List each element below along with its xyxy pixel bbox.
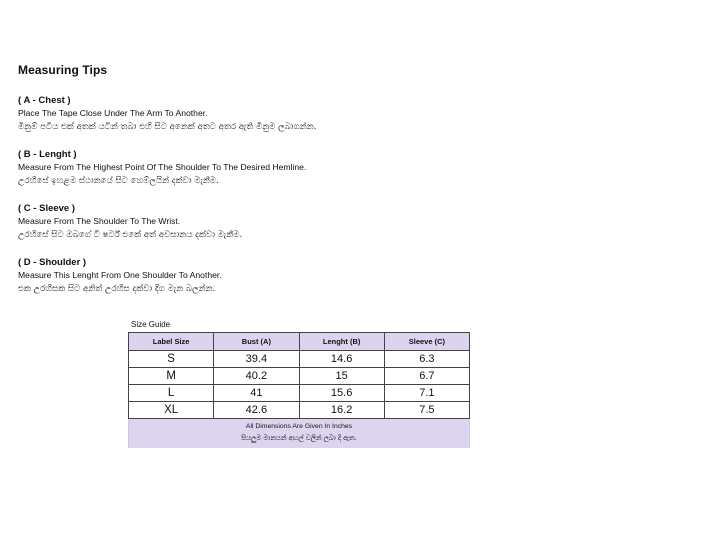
bust-cell: 39.4 bbox=[214, 351, 299, 368]
size-guide-caption: Size Guide bbox=[131, 320, 171, 329]
table-row bbox=[129, 385, 470, 402]
tip-heading: ( A - Chest ) bbox=[18, 95, 71, 106]
size-cell: M bbox=[129, 368, 214, 385]
sleeve-cell: 7.5 bbox=[384, 402, 469, 419]
column-header-label-size: Label Size bbox=[129, 333, 214, 351]
sleeve-cell: 7.1 bbox=[384, 385, 469, 402]
size-cell: XL bbox=[129, 402, 214, 419]
bust-cell: 42.6 bbox=[214, 402, 299, 419]
tip-heading: ( D - Shoulder ) bbox=[18, 257, 87, 268]
tip-english-text: Place The Tape Close Under The Arm To Another. bbox=[18, 108, 208, 118]
column-header-length: Lenght (B) bbox=[299, 333, 384, 351]
tip-heading: ( C - Sleeve ) bbox=[18, 203, 76, 214]
size-cell: L bbox=[129, 385, 214, 402]
footer-english-note: All Dimensions Are Given In Inches bbox=[245, 423, 353, 430]
table-row bbox=[129, 351, 470, 368]
tip-heading: ( B - Lenght ) bbox=[18, 149, 77, 160]
page-title: Measuring Tips bbox=[18, 63, 108, 77]
table-header-row bbox=[129, 333, 470, 351]
tip-shoulder bbox=[18, 256, 618, 296]
tip-chest bbox=[18, 94, 618, 134]
length-cell: 15 bbox=[299, 368, 384, 385]
size-cell: S bbox=[129, 351, 214, 368]
tip-sinhala-text: මිනුම් පටිය එක් අතක් යටින් තබා එහි සිට අනෙක් අතට අතර ඇති මිනුම ලබාගන්න. bbox=[18, 122, 317, 132]
tip-english-text: Measure From The Shoulder To The Wrist. bbox=[18, 216, 181, 226]
table-row bbox=[129, 368, 470, 385]
column-header-sleeve: Sleeve (C) bbox=[384, 333, 469, 351]
tip-length bbox=[18, 148, 618, 188]
length-cell: 16.2 bbox=[299, 402, 384, 419]
table-row bbox=[129, 402, 470, 419]
sleeve-cell: 6.3 bbox=[384, 351, 469, 368]
footer-sinhala-note: සියලුම මානයන් අඟල් වලින් ලබා දී ඇත. bbox=[241, 434, 357, 442]
tip-sinhala-text: උරහිසේ සිට ඔබගේ ටී ෂර්ට් එකේ අත් අවසානය දක්වා මැනීම. bbox=[18, 230, 243, 240]
length-cell: 14.6 bbox=[299, 351, 384, 368]
size-guide-footer bbox=[128, 419, 470, 448]
size-guide bbox=[128, 319, 470, 448]
tip-sleeve bbox=[18, 202, 618, 242]
bust-cell: 40.2 bbox=[214, 368, 299, 385]
tip-sinhala-text: එක උරහිසක සිට අනිත් උරහිස දක්වා දිග මැන බලන්න. bbox=[18, 284, 216, 294]
measuring-tips-list bbox=[18, 94, 618, 310]
length-cell: 15.6 bbox=[299, 385, 384, 402]
column-header-bust: Bust (A) bbox=[214, 333, 299, 351]
tip-english-text: Measure This Lenght From One Shoulder To Another. bbox=[18, 270, 222, 280]
tip-english-text: Measure From The Highest Point Of The Shoulder To The Desired Hemline. bbox=[18, 162, 307, 172]
sleeve-cell: 6.7 bbox=[384, 368, 469, 385]
bust-cell: 41 bbox=[214, 385, 299, 402]
tip-sinhala-text: උරහිසේ ඉහළම ස්ථානයේ සිට හෙම්ලයින් දක්වා මැනීම. bbox=[18, 176, 219, 186]
size-guide-table bbox=[128, 332, 470, 419]
